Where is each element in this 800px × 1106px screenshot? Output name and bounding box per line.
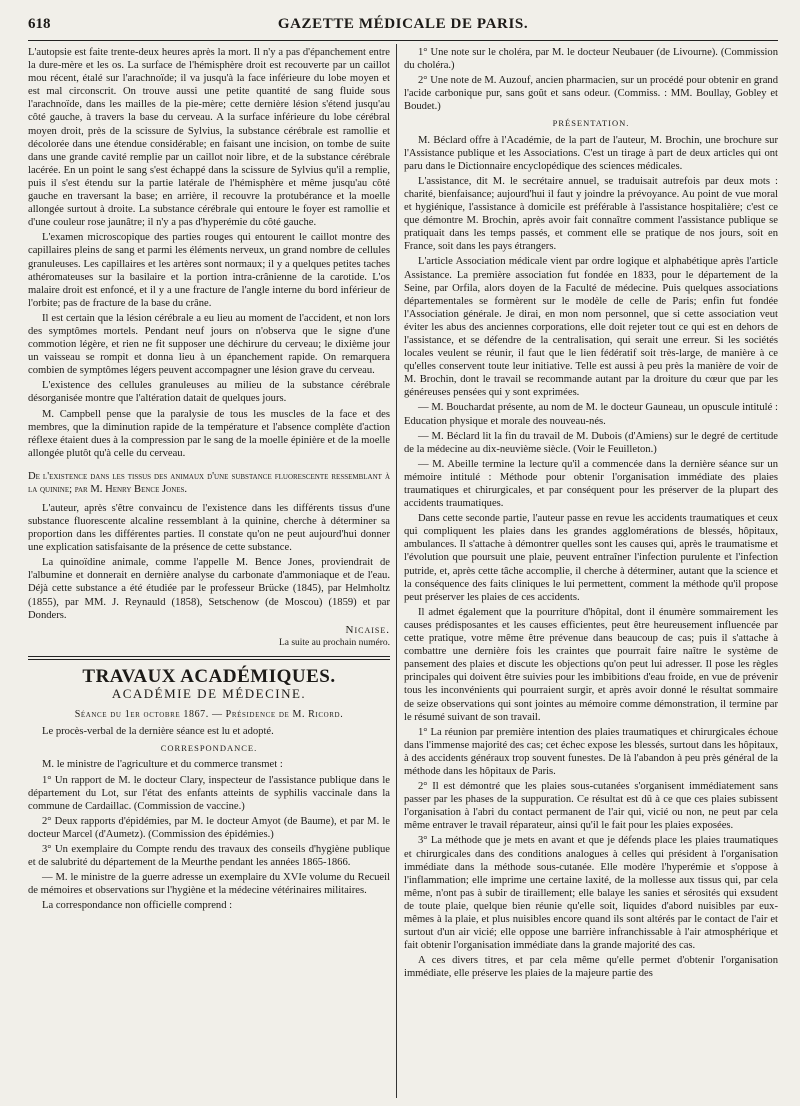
paragraph: M. Béclard offre à l'Académie, de la part de l'auteur, M. Brochin, une brochure sur l'Assistance publique et les Associations. C'est un tirage à part de deux articles qui ont paru dans le Dictionnaire encyclopédique des sciences médicales.	[404, 134, 778, 172]
paragraph: L'article Association médicale vient par ordre logique et alphabétique après l'article Assistance. La première association fut fondée en 1833, pour le département de la Seine, par Orfila, alors doyen de la Faculté de médecine. Puis quelques associations départementales se formèrent sur le modèle de celle de Paris; enfin fut fondée l'Association générale. Je dirai, en mon nom personnel, que si cette association veut éviter les abus des anciennes corporations, elle doit rejeter tout ce qui est en dehors de l'assistance, et se défendre de la centralisation, qui serait une erreur. Si les sociétés locales veulent se réunir, il faut que le lien fédératif soit très-large, de manière à ce qu'elles conservent toute leur initiative. Telle est aussi à peu près la manière de voir de M. Brochin, dont le travail se recommande autant par la droiture du cœur que par les généreuses pensées qui y sont exprimées.	[404, 256, 778, 399]
paragraph: Dans cette seconde partie, l'auteur passe en revue les accidents traumatiques et ceux qui compliquent les plaies dans les grandes agglomérations de blessés, hôpitaux, ambulances. Il s'attache à démontrer quelles sont les causes qui, après le traumatisme et l'évolution que poursuit une plaie, peuvent entraîner l'infection purulente et l'infection putride, et, après cette tâche accomplie, il cherche à déterminer, autant que la science et la conséquence des faits cliniques le lui permettent, comment la méthode qu'il propose peut préserver les plaies de ces accidents.	[404, 513, 778, 603]
paragraph: 3° La méthode que je mets en avant et que je défends place les plaies traumatiques et chirurgicales dans des conditions analogues à celles qui président à l'organisation immédiate dans la méthode sous-cutanée. Elle modère l'hyperémie et s'oppose à l'inflammation; elle imprime une certaine laxité, de la mollesse aux tissus qui, par cela même, n'ont pas à subir de tiraillement; elle balaye les sanies et sérosités qui exsudent de toute plaie, quelque bien réunie qu'elle soit, liquides d'abord nuisibles par eux-mêmes à la plaie, et plus nuisibles encore quand ils sont altérés par le contact de l'air et surtout d'un air vicié; elle oppose une barrière infranchissable à l'air atmosphérique et fait obtenir l'organisation immédiate dans la grande majorité des cas.	[404, 835, 778, 952]
paragraph: — M. Abeille termine la lecture qu'il a commencée dans la dernière séance sur un mémoire intitulé : Méthode pour obtenir l'organisation immédiate des plaies traumatiques et chirurgicales, et par conséquent pour les préserver de la plupart des accidents traumatiques.	[404, 458, 778, 510]
article-title: De l'existence dans les tissus des animaux d'une substance fluorescente ressemblant à la quinine; par M. Henry Bence Jones.	[28, 470, 390, 495]
session-heading: Séance du 1er octobre 1867. — Présidence de M. Ricord.	[74, 709, 344, 721]
section-title: TRAVAUX ACADÉMIQUES.	[82, 665, 336, 687]
continued-note: La suite au prochain numéro.	[278, 637, 390, 648]
paragraph: 1° La réunion par première intention des plaies traumatiques et chirurgicales échoue dans l'immense majorité des cas; cet échec expose les blessés, surtout dans les hôpitaux, à des accidents généraux trop souvent funestes. De là l'abandon à peu près général de la méthode dans les hôpitaux de Paris.	[404, 726, 778, 777]
paragraph: L'autopsie est faite trente-deux heures après la mort. Il n'y a pas d'épanchement entre la dure-mère et les os. La surface de l'hémisphère droit est recouverte par un caillot mou récent, étalé sur l'arachnoïde; il va jusqu'à la face inférieure du lobe moyen et est mal circonscrit. On trouve aussi une petite quantité de sang fluide sous l'arachnoïde, dans les mailles de la pie-mère; cette dernière lésion s'étend jusqu'au côté gauche, à travers la base du cerveau. A la surface inférieure du lobe cérébral moyen droit, près de la scissure de Sylvius, la substance cérébrale est ramollie et décolorée dans une étendue considérable; en faisant une incision, on tombe de suite dans une grande cavité remplie par un caillot noir libre, et de la substance cérébrale lacérée. En un point le sang s'est échappé dans la scissure de Sylvius qu'il a remplie, puis il s'est étendu sur la partie latérale de l'hémisphère et même jusqu'au côté gauche en traversant la base; en arrière, il recouvre la protubérance et la moelle allongée surtout à droite. La substance cérébrale qui entoure le foyer est ramollie et d'une couleur rose jaunâtre; il n'y a pas d'hyperémie du côté gauche.	[28, 47, 390, 229]
author-signature: Nicaise.	[345, 623, 390, 636]
paragraph: Il est certain que la lésion cérébrale a eu lieu au moment de l'accident, et non lors des symptômes mortels. Pendant neuf jours on n'observa que le signe d'une commotion légère, et rien ne fit supposer une déchirure du cerveau; le dixième jour un vaisseau se rompit et donna lieu à un épanchement rapide. On remarquera combien de symptômes légers peuvent accompagner une lésion grave du cerveau.	[28, 312, 390, 377]
paragraph: M. Campbell pense que la paralysie de tous les muscles de la face et des membres, que la diminution rapide de la température et l'absence complète d'action réflexe étaient dues à la compression par le sang de la moelle épinière et de la moelle allongée plutôt qu'à celle du cerveau.	[28, 408, 390, 459]
paragraph: M. le ministre de l'agriculture et du commerce transmet :	[42, 759, 283, 771]
paragraph: — M. le ministre de la guerre adresse un exemplaire du XVIe volume du Recueil de mémoires et observations sur l'hygiène et la médecine vétérinaires militaires.	[28, 872, 390, 897]
column-divider	[396, 44, 397, 1098]
academy-heading: ACADÉMIE DE MÉDECINE.	[111, 686, 307, 702]
list-item: 1° Une note sur le choléra, par M. le docteur Neubauer (de Livourne). (Commission du choléra.)	[404, 47, 778, 72]
paragraph: Le procès-verbal de la dernière séance est lu et adopté.	[42, 726, 274, 738]
page-header	[28, 14, 778, 40]
list-item: 3° Un exemplaire du Compte rendu des travaux des conseils d'hygiène publique et de salubrité du département de la Meurthe pendant les années 1865-1866.	[28, 843, 390, 869]
paragraph: L'examen microscopique des parties rouges qui entourent le caillot montre des capillaires pleins de sang et parmi les éléments nerveux, un grand nombre de cellules granuleuses. Les capillaires et les artères sont normaux; il y a quelques petites taches athéromateuses sur la basilaire et la portion intra-crânienne de la carotide. L'os malaire droit est enfoncé, et il y a une fracture de l'angle interne du bord inférieur de l'orbite; pas de fracture de la base du crâne.	[28, 232, 390, 309]
paragraph: La correspondance non officielle comprend :	[42, 900, 233, 912]
list-item: 1° Un rapport de M. le docteur Clary, inspecteur de l'assistance publique dans le département du Lot, sur l'état des enfants atteints de syphilis vaccinale dans la commune de Cardaillac. (Commission de vaccine.)	[28, 774, 390, 812]
paragraph: — M. Bouchardat présente, au nom de M. le docteur Gauneau, un opuscule intitulé : Education physique et morale des nouveau-nés.	[404, 402, 778, 427]
presentation-heading: PRÉSENTATION.	[552, 118, 630, 129]
right-column	[404, 46, 778, 1098]
page-number: 618	[28, 16, 51, 32]
paragraph: L'assistance, dit M. le secrétaire annuel, se traduisait autrefois par deux mots : charité, bienfaisance; aujourd'hui il faut y joindre la prévoyance. Au point de vue moral et hygiénique, l'assistance à domicile est préférable à l'assistance hospitalière; c'est ce que démontre M. Brochin, après avoir fait connaître comment l'assistance publique se pratiquait dans les temps passés, et comment elle se pratique de nos jours, soit en France, soit dans les pays étrangers.	[404, 175, 778, 253]
paragraph: Il admet également que la pourriture d'hôpital, dont il énumère sommairement les causes prédisposantes et les causes efficientes, peut être heureusement influencée par cette pratique, votre même être prévenue dans beaucoup de cas; puis il s'attache à combattre une dernière fois les craintes que pourrait faire naître le système de pansement des plaies et discute les objections qu'on peut lui adresser. Il pose les règles principales qui doivent être suivies pour les imbibitions d'eau froide, en vue de prévenir tous les inconvénients qui pourraient surgir, et après avoir donné le résultat sommaire de seize observations qui sont jointes au mémoire comme démonstration, il termine par le résumé suivant de son travail.	[404, 606, 778, 723]
paragraph: L'existence des cellules granuleuses au milieu de la substance cérébrale désorganisée montre que l'altération datait de quelques jours.	[28, 380, 390, 405]
running-title: GAZETTE MÉDICALE DE PARIS.	[277, 16, 529, 32]
left-column	[28, 46, 390, 1098]
section-double-rule	[28, 656, 390, 660]
paragraph: A ces divers titres, et par cela même qu'elle permet d'obtenir l'organisation immédiate, elle préserve les plaies de la majeure partie des	[404, 955, 778, 980]
paragraph: 2° Il est démontré que les plaies sous-cutanées s'organisent immédiatement sans passer par les phases de la suppuration. Ce résultat est dû à ce que ces plaies subissent l'organisation à l'abri du contact permanent de l'air qui, vicié ou non, ne peut par cela même entraver le travail réparateur, ainsi qu'il le fait pour les plaies exposées.	[404, 781, 778, 832]
paragraph: — M. Béclard lit la fin du travail de M. Dubois (d'Amiens) sur le degré de certitude de la médecine au dix-neuvième siècle. (Voir le Feuilleton.)	[404, 430, 778, 455]
list-item: 2° Deux rapports d'épidémies, par M. le docteur Amyot (de Baume), et par M. le docteur Marcel (d'Aumetz). (Commission des épidémies.)	[28, 815, 390, 840]
paragraph: L'auteur, après s'être convaincu de l'existence dans les différents tissus d'une substance fluorescente alcaline ressemblant à la quinine, cherche à déterminer sa proportion dans les différentes parties. Il constate qu'on ne peut aujourd'hui donner une explication satisfaisante de la présence de cette substance.	[28, 502, 390, 554]
list-item: 2° Une note de M. Auzouf, ancien pharmacien, sur un procédé pour obtenir en grand l'acide carbonique pur, sans goût et sans odeur. (Commiss. : MM. Boullay, Gobley et Boudet.)	[404, 75, 778, 113]
header-rule	[28, 40, 778, 41]
correspondence-heading: CORRESPONDANCE.	[160, 743, 258, 754]
paragraph: La quinoïdine animale, comme l'appelle M. Bence Jones, proviendrait de l'albumine et donnerait en dernière analyse du carbonate d'ammoniaque et de l'eau. Déjà cette substance a été étudiée par le professeur Brücke (1845), par Helmholtz (1855), par MM. J. Reynauld (1858), Setschenow (de Moscou) (1859) et par Donders.	[28, 557, 390, 621]
